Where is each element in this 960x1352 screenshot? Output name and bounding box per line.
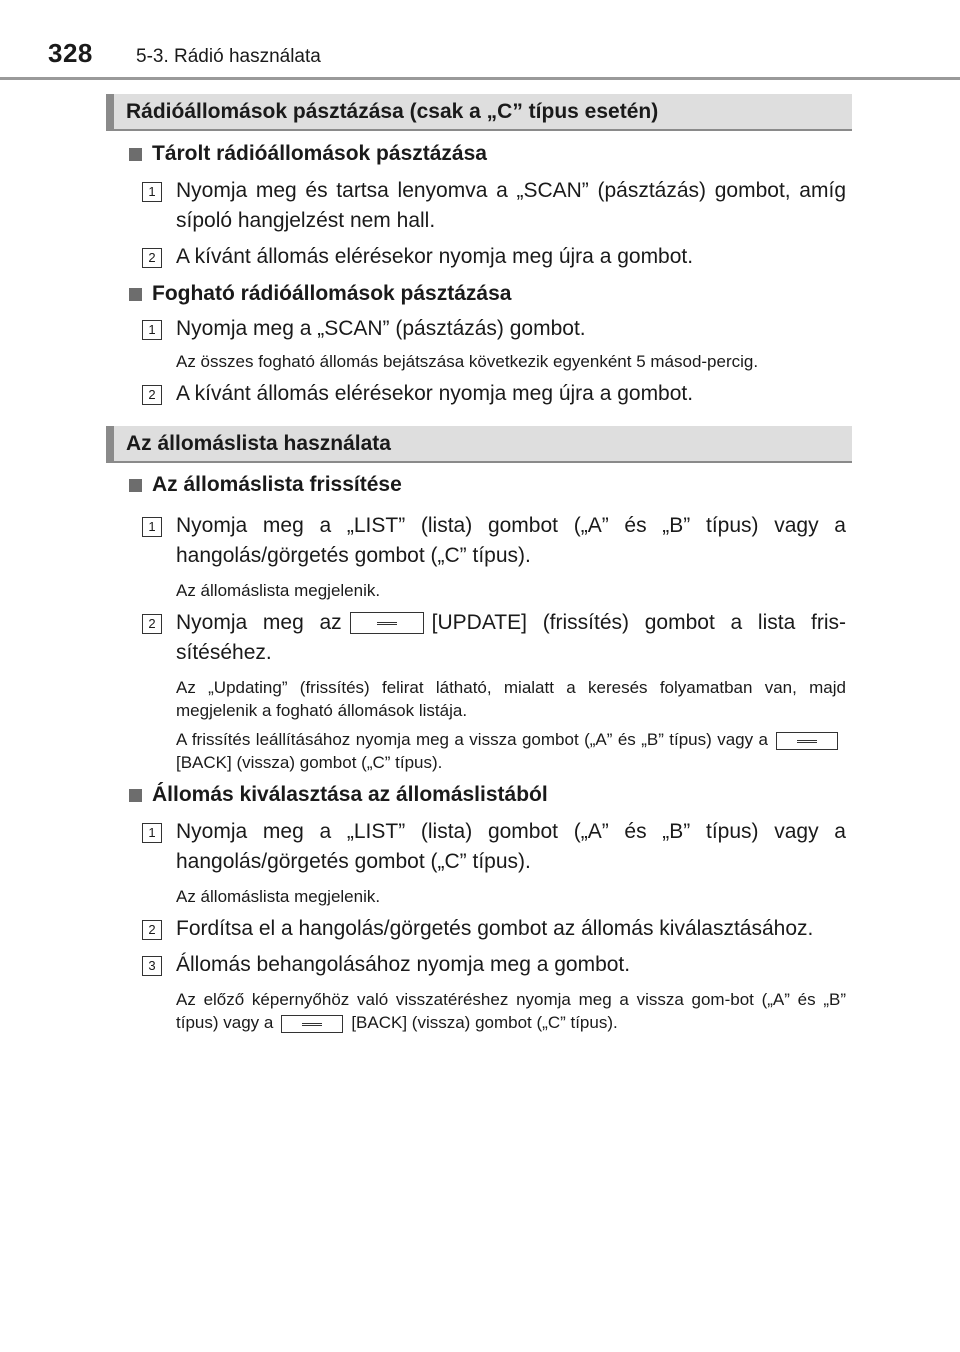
section-heading-scan: Rádióállomások pásztázása (csak a „C” típus esetén) <box>106 94 852 131</box>
page-content <box>0 94 960 1034</box>
step <box>148 817 846 877</box>
back-screen-button-icon <box>776 732 838 750</box>
page-number: 328 <box>48 38 93 68</box>
subheading-receivable-stations <box>152 280 852 308</box>
chapter-title: 5-3. Rádió használata <box>136 46 321 67</box>
note-text: Az állomáslista megjelenik. <box>176 581 381 600</box>
step <box>148 511 846 571</box>
bullet-square-icon <box>129 148 142 161</box>
step <box>148 314 846 344</box>
subheading-text: Az állomáslista frissítése <box>152 473 402 496</box>
step-number-icon: 1 <box>142 320 162 340</box>
step-number-icon: 2 <box>142 385 162 405</box>
step-text: [UPDATE] (frissítés) gombot a lista fris-sítéséhez. <box>176 611 846 664</box>
bullet-square-icon <box>129 288 142 301</box>
subheading-text: Fogható rádióállomások pásztázása <box>152 282 512 305</box>
note-text-part: [BACK] (vissza) gombot („C” típus). <box>351 1013 618 1032</box>
header-divider <box>0 77 960 80</box>
update-screen-button-icon <box>350 612 424 634</box>
step <box>148 242 846 272</box>
step <box>148 914 846 944</box>
note-text: Az összes fogható állomás bejátszása következik egyenként 5 másod-percig. <box>176 352 759 371</box>
step-text: Fordítsa el a hangolás/görgetés gombot az állomás kiválasztásához. <box>176 917 814 940</box>
section-heading-station-list: Az állomáslista használata <box>106 426 852 463</box>
step-text: Nyomja meg a „SCAN” (pásztázás) gombot. <box>176 317 586 340</box>
step-text: Nyomja meg a „LIST” (lista) gombot („A” és „B” típus) vagy a hangolás/görgetés gombot („C” típus). <box>176 514 846 567</box>
subheading-select-station <box>152 781 852 809</box>
step <box>148 608 846 668</box>
step-number-icon: 2 <box>142 248 162 268</box>
note-text: Az állomáslista megjelenik. <box>176 887 381 906</box>
step-text: Állomás behangolásához nyomja meg a gombot. <box>176 953 631 976</box>
step-text: A kívánt állomás elérésekor nyomja meg újra a gombot. <box>176 382 694 405</box>
step-text: Nyomja meg és tartsa lenyomva a „SCAN” (pásztázás) gombot, amíg sípoló hangjelzést nem hall. <box>176 179 846 232</box>
bullet-square-icon <box>129 479 142 492</box>
step <box>148 379 846 409</box>
step-number-icon: 1 <box>142 823 162 843</box>
step <box>148 950 846 980</box>
step-number-icon: 3 <box>142 956 162 976</box>
step-number-icon: 2 <box>142 614 162 634</box>
note-text <box>176 988 846 1034</box>
step-number-icon: 2 <box>142 920 162 940</box>
note-text-part: A frissítés leállításához nyomja meg a vissza gombot („A” és „B” típus) vagy a <box>176 730 768 749</box>
bullet-square-icon <box>129 789 142 802</box>
subheading-update-list <box>152 471 852 499</box>
step-text: Nyomja meg a „LIST” (lista) gombot („A” és „B” típus) vagy a hangolás/görgetés gombot („C” típus). <box>176 820 846 873</box>
step-text: Nyomja meg az <box>176 611 342 634</box>
step <box>148 176 846 236</box>
note-text-part: Az előző képernyőhöz való visszatéréshez nyomja meg a vissza gom-bot („A” és „B” típus) vagy a <box>176 990 846 1032</box>
step-text: A kívánt állomás elérésekor nyomja meg újra a gombot. <box>176 245 694 268</box>
page-header <box>0 0 960 80</box>
subheading-text: Tárolt rádióállomások pásztázása <box>152 142 487 165</box>
back-screen-button-icon <box>281 1015 343 1033</box>
step-number-icon: 1 <box>142 517 162 537</box>
note-text-part: [BACK] (vissza) gombot („C” típus). <box>176 753 443 772</box>
step-number-icon: 1 <box>142 182 162 202</box>
subheading-text: Állomás kiválasztása az állomáslistából <box>152 783 548 806</box>
note-text: Az „Updating” (frissítés) felirat látható, mialatt a keresés folyamatban van, majd megjelenik a fogható állomások listája. <box>176 678 846 720</box>
note-text <box>176 728 846 774</box>
subheading-stored-stations <box>152 140 852 168</box>
